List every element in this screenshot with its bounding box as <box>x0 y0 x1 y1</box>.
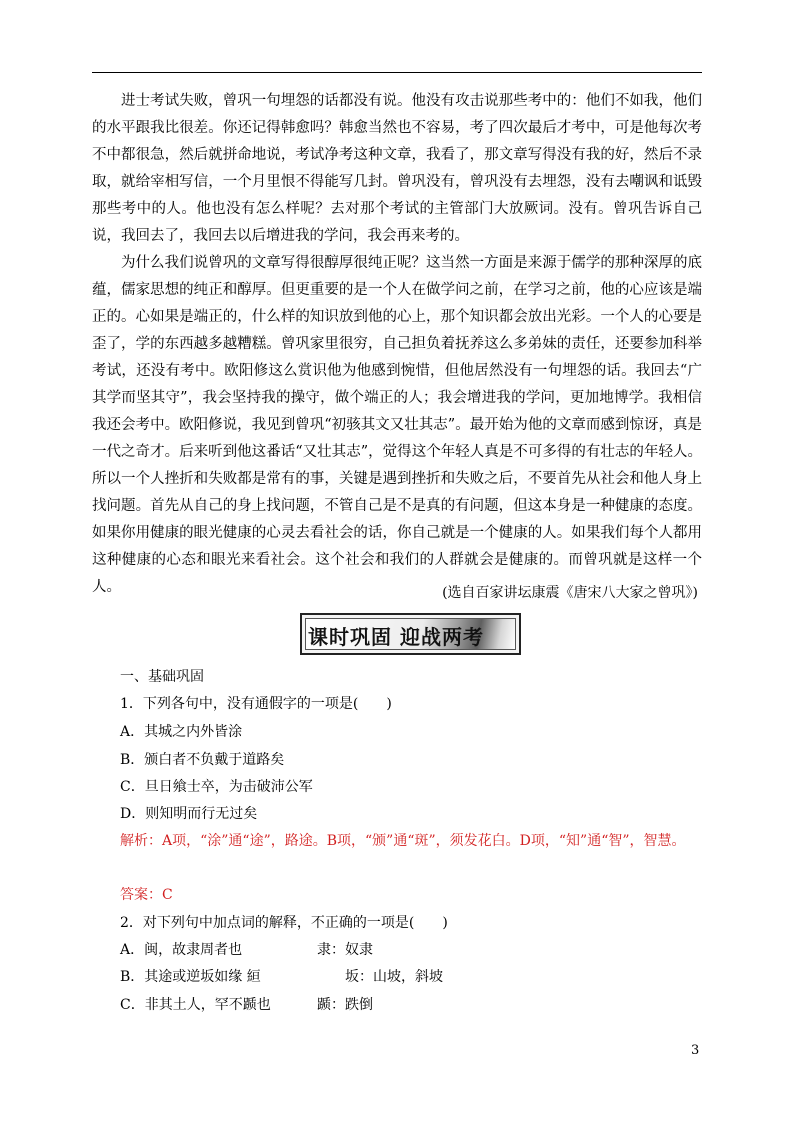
question-1-stem: 1．下列各句中，没有通假字的一项是( ) <box>120 696 392 712</box>
question-1-option-a: A．其城之内外皆涂 <box>120 724 243 740</box>
question-1-option-c: C．旦日飨士卒，为击破沛公军 <box>120 779 313 795</box>
question-2-row-b-gloss: 坂：山坡，斜坡 <box>345 969 443 985</box>
question-2-row-b-sentence: B．其途或逆坂如缘 絙 <box>120 969 261 985</box>
question-2-row-a-gloss: 隶：奴隶 <box>317 942 373 958</box>
banner-title: 课时巩固 迎战两考 <box>308 625 484 649</box>
question-2-row-c-sentence: C．非其土人，罕不踬也 <box>120 997 271 1013</box>
section-banner <box>300 613 521 655</box>
question-1-answer: 答案：C <box>120 887 173 903</box>
passage-source: (选自百家讲坛康震《唐宋八大家之曾巩》) <box>442 585 698 601</box>
question-2-row-c-gloss: 踬：跌倒 <box>317 997 373 1013</box>
passage-paragraph-2: 为什么我们说曾巩的文章写得很醇厚很纯正呢？这当然一方面是来源于儒学的那种深厚的底蕴，儒家思想的纯正和醇厚。但更重要的是一个人在做学问之前，在学习之前，他的心应该是端正的。心如果是端正的，什么样的知识放到他的心上，那个知识都会放出光彩。一个人的心要是歪了，学的东西越多越糟糕。曾巩家里很穷，自己担负着抚养这么多弟妹的责任，还要参加科举考试，还没有考中。欧阳修这么赏识他为他感到惋惜，但他居然没有一句埋怨的话。我回去“广其学而坚其守”，我会坚持我的操守，做个端正的人；我会增进我的学问，更加地博学。我相信我还会考中。欧阳修说，我见到曾巩“初骇其文又壮其志”。最开始为他的文章而感到惊讶，真是一代之奇才。后来听到他这番话“又壮其志”，觉得这个年轻人真是不可多得的有壮志的年轻人。所以一个人挫折和失败都是常有的事，关键是遇到挫折和失败之后，不要首先从社会和他人身上找问题。首先从自己的身上找问题，不管自己是不是真的有问题，但这本身是一种健康的态度。如果你用健康的眼光健康的心灵去看社会的话，你自己就是一个健康的人。如果我们每个人都用这种健康的心态和眼光来看社会。这个社会和我们的人群就会是健康的。而曾巩就是这样一个人。 <box>92 255 702 595</box>
page-number: 3 <box>691 1043 700 1058</box>
header-rule <box>92 72 702 73</box>
question-1-analysis: 解析：A项，“涂”通“途”，路途。B项，“颁”通“斑”，须发花白。D项，“知”通“智”，智慧。 <box>120 833 686 849</box>
question-1-option-b: B．颁白者不负戴于道路矣 <box>120 752 285 768</box>
question-1-option-d: D．则知明而行无过矣 <box>120 806 258 822</box>
passage-paragraph-1: 进士考试失败，曾巩一句埋怨的话都没有说。他没有攻击说那些考中的：他们不如我，他们的水平跟我比很差。你还记得韩愈吗？韩愈当然也不容易，考了四次最后才考中，可是他每次考不中都很急，然后就拼命地说，考试净考这种文章，我看了，那文章写得没有我的好，然后不录取，就给宰相写信，一个月里恨不得能写几封。曾巩没有，曾巩没有去埋怨，没有去嘲讽和诋毁那些考中的人。他也没有怎么样呢？去对那个考试的主管部门大放厥词。没有。曾巩告诉自己说，我回去了，我回去以后增进我的学问，我会再来考的。 <box>92 93 702 244</box>
section-heading: 一、基础巩固 <box>120 669 204 685</box>
question-2-row-a-sentence: A．闽，故隶周者也 <box>120 942 243 958</box>
question-2-stem: 2．对下列句中加点词的解释，不正确的一项是( ) <box>120 915 448 931</box>
